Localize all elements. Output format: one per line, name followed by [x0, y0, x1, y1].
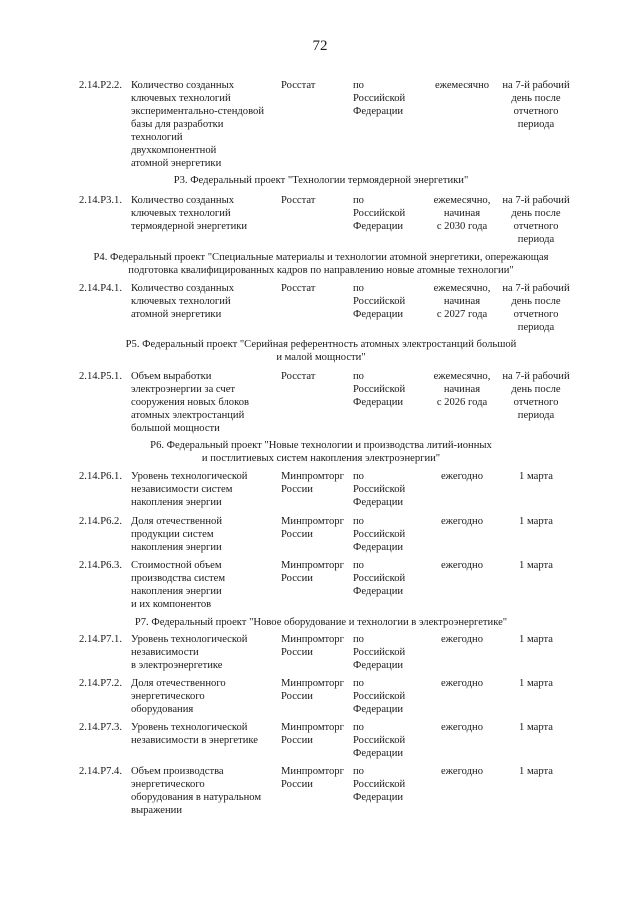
periodicity: ежегодно — [440, 471, 483, 482]
periodicity: ежемесячно, начиная с 2030 года — [433, 195, 491, 232]
deadline: 1 марта — [519, 678, 553, 689]
deadline: на 7-й рабочий день после отчетного периода — [502, 371, 570, 421]
indicator-code: 2.14.P5.1. — [79, 371, 122, 382]
periodicity: ежегодно — [440, 560, 483, 571]
deadline: 1 марта — [519, 634, 553, 645]
periodicity: ежемесячно, начиная с 2027 года — [433, 283, 491, 320]
data-level: по Российской Федерации — [353, 560, 406, 597]
indicator-code: 2.14.P2.2. — [79, 80, 122, 91]
periodicity: ежемесячно, начиная с 2026 года — [433, 371, 491, 408]
indicator-code: 2.14.P6.1. — [79, 471, 122, 482]
page-number: 72 — [312, 38, 328, 54]
data-source: Минпромторг России — [281, 766, 344, 790]
data-level: по Российской Федерации — [353, 516, 406, 553]
indicator-code: 2.14.P7.1. — [79, 634, 122, 645]
project-header: P5. Федеральный проект "Серийная референтность атомных электростанций большой и малой мощности" — [125, 339, 517, 363]
data-level: по Российской Федерации — [353, 195, 406, 232]
indicator-code: 2.14.P7.2. — [79, 678, 122, 689]
data-level: по Российской Федерации — [353, 766, 406, 803]
indicator-code: 2.14.P7.3. — [79, 722, 122, 733]
data-source: Минпромторг России — [281, 678, 344, 702]
data-source: Росстат — [281, 195, 316, 206]
data-level: по Российской Федерации — [353, 634, 406, 671]
indicator-name: Уровень технологической независимости в электроэнергетике — [131, 634, 248, 671]
indicator-name: Уровень технологической независимости систем накопления энергии — [131, 471, 248, 508]
deadline: 1 марта — [519, 471, 553, 482]
deadline: на 7-й рабочий день после отчетного периода — [502, 80, 570, 130]
data-level: по Российской Федерации — [353, 722, 406, 759]
data-source: Росстат — [281, 283, 316, 294]
data-level: по Российской Федерации — [353, 371, 406, 408]
data-source: Минпромторг России — [281, 516, 344, 540]
indicator-name: Количество созданных ключевых технологий атомной энергетики — [131, 283, 234, 320]
indicator-code: 2.14.P3.1. — [79, 195, 122, 206]
data-level: по Российской Федерации — [353, 283, 406, 320]
periodicity: ежегодно — [440, 766, 483, 777]
deadline: 1 марта — [519, 560, 553, 571]
data-source: Минпромторг России — [281, 471, 344, 495]
periodicity: ежегодно — [440, 516, 483, 527]
data-source: Росстат — [281, 80, 316, 91]
indicator-code: 2.14.P7.4. — [79, 766, 122, 777]
data-level: по Российской Федерации — [353, 471, 406, 508]
project-header: P6. Федеральный проект "Новые технологии и производства литий-ионных и постлитиевых систем накопления электроэнергии" — [150, 440, 492, 464]
periodicity: ежегодно — [440, 722, 483, 733]
indicator-code: 2.14.P4.1. — [79, 283, 122, 294]
periodicity: ежегодно — [440, 678, 483, 689]
data-source: Росстат — [281, 371, 316, 382]
data-source: Минпромторг России — [281, 560, 344, 584]
indicator-code: 2.14.P6.2. — [79, 516, 122, 527]
deadline: 1 марта — [519, 722, 553, 733]
data-level: по Российской Федерации — [353, 80, 406, 117]
indicator-name: Доля отечественного энергетического оборудования — [131, 678, 226, 715]
periodicity: ежемесячно — [434, 80, 490, 91]
indicator-name: Количество созданных ключевых технологий термоядерной энергетики — [131, 195, 248, 232]
data-source: Минпромторг России — [281, 634, 344, 658]
deadline: 1 марта — [519, 766, 553, 777]
project-header: P3. Федеральный проект "Технологии термоядерной энергетики" — [173, 175, 469, 186]
indicator-name: Стоимостной объем производства систем накопления энергии и их компонентов — [131, 560, 226, 610]
periodicity: ежегодно — [440, 634, 483, 645]
deadline: 1 марта — [519, 516, 553, 527]
deadline: на 7-й рабочий день после отчетного периода — [502, 195, 570, 245]
indicator-code: 2.14.P6.3. — [79, 560, 122, 571]
indicator-name: Уровень технологической независимости в энергетике — [131, 722, 259, 746]
deadline: на 7-й рабочий день после отчетного периода — [502, 283, 570, 333]
project-header: P4. Федеральный проект "Специальные материалы и технологии атомной энергетики, опережающая подготовка квалифицированных кадров по направлению новые атомные технологии" — [93, 252, 549, 276]
indicator-name: Объем производства энергетического оборудования в натуральном выражении — [131, 766, 262, 816]
indicator-name: Доля отечественной продукции систем накопления энергии — [131, 516, 222, 553]
indicator-name: Объем выработки электроэнергии за счет сооружения новых блоков атомных электростанций большой мощности — [131, 371, 249, 434]
data-source: Минпромторг России — [281, 722, 344, 746]
indicator-name: Количество созданных ключевых технологий экспериментально-стендовой базы для разработки технологий двухкомпонентной атомной энергетики — [131, 80, 264, 169]
data-level: по Российской Федерации — [353, 678, 406, 715]
project-header: P7. Федеральный проект "Новое оборудование и технологии в электроэнергетике" — [134, 617, 508, 628]
